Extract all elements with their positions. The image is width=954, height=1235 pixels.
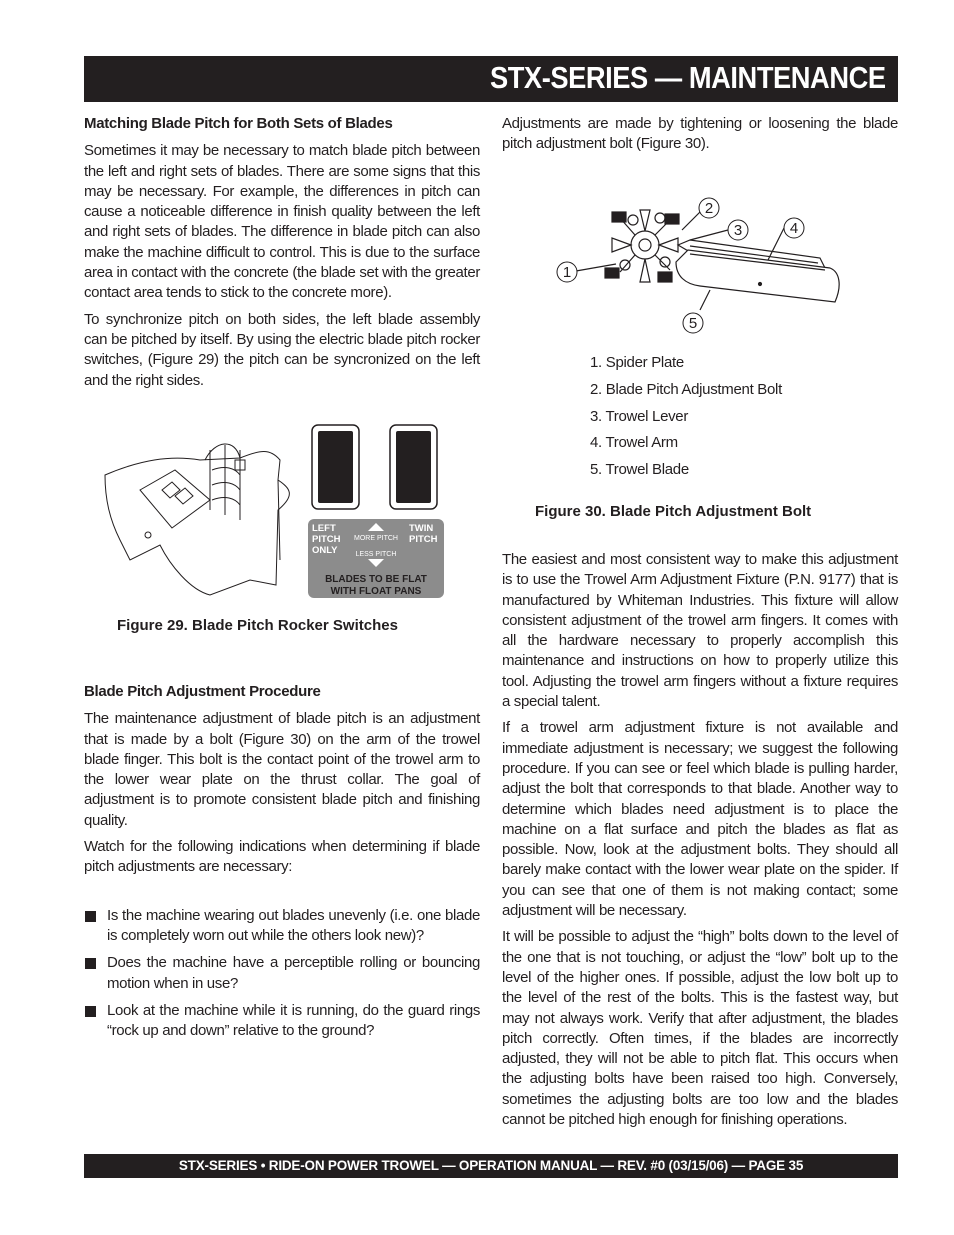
callout-3-label: 3 [733,222,743,239]
paragraph: The maintenance adjustment of blade pitch is an adjustment that is made by a bolt (Figure 30) on the arm of the trowel blade finger. This bolt is the contact point of the trowel arm to the lower wear plate on the thrust collar. The goal of adjustment is to promote consistent blade pitch and finishing quality. [84,710,480,829]
paragraph: Watch for the following indications when determining if blade pitch adjustments are necessary: [84,838,480,876]
right-column-lower [502,550,898,1136]
legend-item: 1. Spider Plate [590,354,684,371]
callout-5-label: 5 [688,315,698,332]
paragraph: It will be possible to adjust the “high” bolts down to the level of the one that is not touching, or adjust the “low” bolt up to the level of the higher ones. If possible, adjust the low bolt up to the level of the rest of the bolts. This is the fastest way, but may not always work. Verify that after adjustment, the blades pitch correctly. Often times, if the blades are incorrectly adjusted, they will not be able to pitch flat. This occurs when the adjusting bolts have been raised too high. Conversely, sometimes the adjusting bolts are too low and the blades cannot be pitched high enough for finishing operations. [502,928,898,1129]
list-item: Does the machine have a perceptible rolling or bouncing motion when in use? [84,953,480,994]
right-column-top [502,114,898,161]
page-header [84,56,898,102]
spider-plate [631,231,659,259]
figure-30-legend [590,352,782,486]
indication-list [84,906,480,1042]
paragraph: The easiest and most consistent way to make this adjustment is to use the Trowel Arm Adjustment Fixture (P.N. 9177) that is manufactured by Whiteman Industries. This fixture will allow consistent adjustment of the trowel arm fingers. It comes with all the hardware necessary to properly accomplish this maintenance and instructions on how to properly utilize this tool. Adjusting the trowel arm fingers without a fixture requires a special talent. [502,551,898,711]
legend-item: 4. Trowel Arm [590,434,678,452]
paragraph: Sometimes it may be necessary to match blade pitch between the left and right sets of blades. There are some signs that this may be necessary. For example, the differences in pitch can cause a noticeable difference in finish quality between the left and right sets of blades. The difference in blade pitch can also make the machine difficult to control. This is due to the surface area in contact with the concrete (the blade set with the greater contact area tends to stick to the concrete more). [84,142,480,302]
more-pitch-label: MORE PITCH [354,535,398,542]
paragraph: Adjustments are made by tightening or loosening the blade pitch adjustment bolt (Figure 30). [502,115,898,153]
callout-4-label: 4 [789,220,799,237]
callout-2-label: 2 [704,200,714,217]
figure-29-rocker-switches [100,420,450,605]
figure-30-caption: Figure 30. Blade Pitch Adjustment Bolt [535,503,812,520]
paragraph: If a trowel arm adjustment fixture is not available and immediate adjustment is necessary; we suggest the following procedure. If you can see or feel which blade is pulling harder, adjust the bolt that corresponds to that blade. Another way to determine which blades need adjustment is to place the machine on a flat surface and pitch the blades as flat as possible. Now, look at the adjustment bolts. They should all barely make contact with the lower wear plate on the spider. If you can see that one of them is not making contact; some adjustment will be necessary. [502,719,898,920]
left-column [84,114,480,397]
console-sketch [105,444,289,595]
legend-item: 5. Trowel Blade [590,461,689,479]
section-heading-adjustment-procedure: Blade Pitch Adjustment Procedure [84,683,321,700]
legend-item: 2. Blade Pitch Adjustment Bolt [590,380,782,398]
list-item: Look at the machine while it is running, do the guard rings “rock up and down” relative to the ground? [84,1001,480,1042]
list-item: Is the machine wearing out blades unevenly (i.e. one blade is completely worn out while the others look new)? [84,906,480,947]
section-heading-matching-pitch: Matching Blade Pitch for Both Sets of Blades [84,115,393,132]
paragraph: To synchronize pitch on both sides, the left blade assembly can be pitched by itself. By using the electric blade pitch rocker switches, (Figure 29) the pitch can be syncronized on the left and the right sides. [84,310,480,389]
page-footer: STX-SERIES • RIDE-ON POWER TROWEL — OPERATION MANUAL — REV. #0 (03/15/06) — PAGE 35 [84,1154,898,1178]
legend-item: 3. Trowel Lever [590,407,689,425]
page-title: STX-SERIES — MAINTENANCE [490,60,886,95]
blades-flat-label: BLADES TO BE FLAT WITH FLOAT PANS [325,574,427,597]
figure-29-caption: Figure 29. Blade Pitch Rocker Switches [117,617,398,634]
twin-pitch-label: TWIN PITCH [409,523,438,545]
left-column-lower [84,682,480,1048]
callout-1-label: 1 [562,264,572,281]
figure-30-adjustment-bolt [550,190,850,340]
less-pitch-label: LESS PITCH [355,551,397,558]
left-pitch-only-label: LEFT PITCH ONLY [312,523,341,556]
